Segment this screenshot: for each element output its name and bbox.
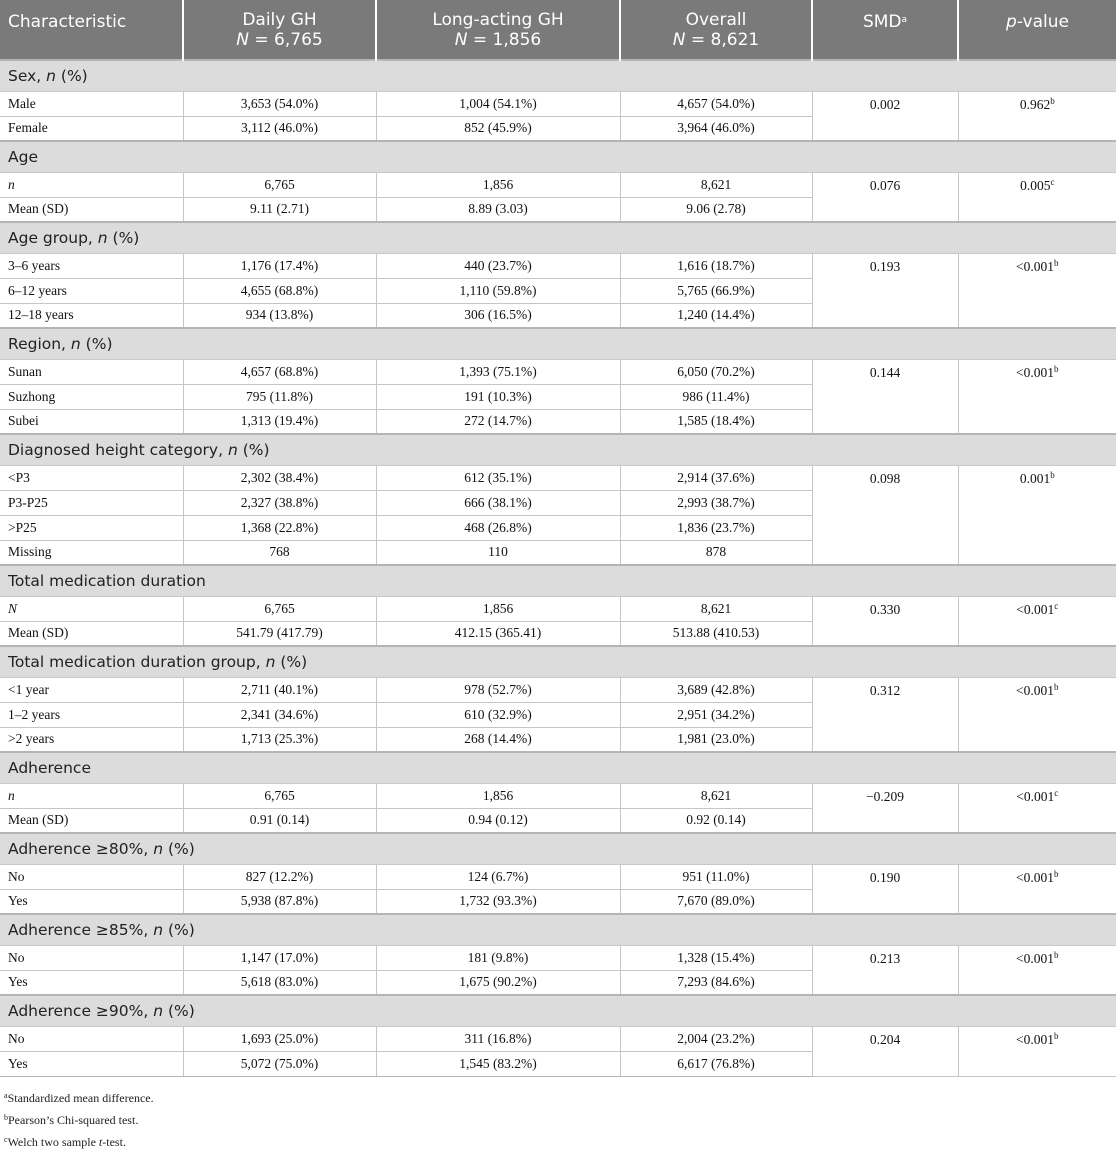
- cell-smd: 0.002: [812, 91, 958, 141]
- p-value-sup: b: [1054, 949, 1059, 960]
- cell-overall: 1,240 (14.4%): [620, 303, 812, 328]
- section-row: [0, 328, 1116, 359]
- p-value-text: <0.001: [1016, 601, 1055, 617]
- cell-overall: 7,670 (89.0%): [620, 889, 812, 914]
- cell-long: 612 (35.1%): [376, 465, 620, 490]
- cell-long: 1,004 (54.1%): [376, 91, 620, 116]
- cell-overall: 3,689 (42.8%): [620, 677, 812, 702]
- cell-daily: 5,072 (75.0%): [183, 1051, 376, 1076]
- cell-daily: 2,711 (40.1%): [183, 677, 376, 702]
- section-row: [0, 565, 1116, 596]
- section-title: Adherence ≥80%, n (%): [0, 833, 1116, 864]
- cell-long: 610 (32.9%): [376, 702, 620, 727]
- p-value-sup: c: [1050, 176, 1055, 187]
- header-characteristic: Characteristic: [0, 0, 183, 60]
- footnote: [4, 1131, 1116, 1153]
- cell-p-value: [958, 172, 1116, 222]
- section-title: Age group, n (%): [0, 222, 1116, 253]
- footnote-text: Welch two sample t-test.: [7, 1134, 126, 1149]
- cell-overall: 8,621: [620, 172, 812, 197]
- cell-p-value: [958, 945, 1116, 995]
- cell-overall: 4,657 (54.0%): [620, 91, 812, 116]
- p-value-sup: c: [1054, 600, 1059, 611]
- footnotes: [0, 1087, 1116, 1153]
- header-long-acting-gh: [376, 0, 620, 60]
- row-label: n: [0, 783, 183, 808]
- row-label: Yes: [0, 889, 183, 914]
- cell-overall: 3,964 (46.0%): [620, 116, 812, 141]
- header-daily-gh-n: N = 6,765: [236, 29, 323, 50]
- p-value-sup: b: [1054, 681, 1059, 692]
- cell-daily: 934 (13.8%): [183, 303, 376, 328]
- section-row: [0, 60, 1116, 91]
- row-label: Missing: [0, 540, 183, 565]
- row-label: >P25: [0, 515, 183, 540]
- row-label: >2 years: [0, 727, 183, 752]
- p-value-text: <0.001: [1016, 682, 1054, 698]
- cell-p-value: [958, 91, 1116, 141]
- cell-overall: 8,621: [620, 783, 812, 808]
- cell-overall: 0.92 (0.14): [620, 808, 812, 833]
- cell-long: 8.89 (3.03): [376, 197, 620, 222]
- cell-long: 1,732 (93.3%): [376, 889, 620, 914]
- cell-overall: 7,293 (84.6%): [620, 970, 812, 995]
- table-row: [0, 91, 1116, 116]
- p-value-text: <0.001: [1016, 869, 1054, 885]
- cell-overall: 1,616 (18.7%): [620, 253, 812, 278]
- section-row: [0, 995, 1116, 1026]
- row-label: N: [0, 596, 183, 621]
- cell-long: 978 (52.7%): [376, 677, 620, 702]
- cell-daily: 2,327 (38.8%): [183, 490, 376, 515]
- cell-overall: 6,050 (70.2%): [620, 359, 812, 384]
- row-label: Yes: [0, 1051, 183, 1076]
- p-value-text: <0.001: [1016, 1031, 1054, 1047]
- cell-daily: 2,341 (34.6%): [183, 702, 376, 727]
- cell-daily: 1,368 (22.8%): [183, 515, 376, 540]
- header-smd: [812, 0, 958, 60]
- cell-long: 1,856: [376, 596, 620, 621]
- row-label: No: [0, 945, 183, 970]
- p-value-text: <0.001: [1016, 788, 1055, 804]
- cell-daily: 3,112 (46.0%): [183, 116, 376, 141]
- cell-smd: 0.213: [812, 945, 958, 995]
- cell-daily: 6,765: [183, 783, 376, 808]
- cell-long: 666 (38.1%): [376, 490, 620, 515]
- header-daily-gh-name: Daily GH: [242, 9, 317, 30]
- p-value-sup: b: [1054, 1030, 1059, 1041]
- cell-smd: 0.076: [812, 172, 958, 222]
- cell-overall: 1,585 (18.4%): [620, 409, 812, 434]
- footnote-sup: a: [4, 1090, 8, 1100]
- cell-daily: 6,765: [183, 596, 376, 621]
- footnote-text: Standardized mean difference.: [7, 1090, 154, 1105]
- p-value-sup: c: [1054, 787, 1059, 798]
- cell-daily: 5,938 (87.8%): [183, 889, 376, 914]
- row-label: Subei: [0, 409, 183, 434]
- row-label: Mean (SD): [0, 197, 183, 222]
- cell-overall: 6,617 (76.8%): [620, 1051, 812, 1076]
- row-label: No: [0, 864, 183, 889]
- cell-daily: 827 (12.2%): [183, 864, 376, 889]
- cell-long: 1,856: [376, 783, 620, 808]
- section-row: [0, 833, 1116, 864]
- cell-overall: 513.88 (410.53): [620, 621, 812, 646]
- row-label: n: [0, 172, 183, 197]
- header-overall-name: Overall: [685, 9, 747, 30]
- cell-overall: 9.06 (2.78): [620, 197, 812, 222]
- cell-daily: 3,653 (54.0%): [183, 91, 376, 116]
- cell-daily: 2,302 (38.4%): [183, 465, 376, 490]
- cell-long: 181 (9.8%): [376, 945, 620, 970]
- cell-long: 124 (6.7%): [376, 864, 620, 889]
- header-row: [0, 0, 1116, 60]
- cell-smd: 0.190: [812, 864, 958, 914]
- footnote-sup: c: [4, 1134, 8, 1144]
- row-label: 12–18 years: [0, 303, 183, 328]
- footnote-text: Pearson’s Chi-squared test.: [8, 1112, 139, 1127]
- cell-long: 272 (14.7%): [376, 409, 620, 434]
- cell-overall: 2,993 (38.7%): [620, 490, 812, 515]
- p-value-text: 0.962: [1019, 96, 1051, 112]
- section-title: Adherence ≥90%, n (%): [0, 995, 1116, 1026]
- cell-overall: 2,914 (37.6%): [620, 465, 812, 490]
- section-title: Age: [0, 141, 1116, 172]
- section-row: [0, 752, 1116, 783]
- header-long-acting-gh-name: Long-acting GH: [432, 9, 564, 30]
- cell-overall: 2,004 (23.2%): [620, 1026, 812, 1051]
- cell-daily: 4,655 (68.8%): [183, 278, 376, 303]
- p-value-text: 0.001: [1019, 470, 1051, 486]
- section-row: [0, 222, 1116, 253]
- header-p-value-label: p-value: [1006, 12, 1069, 32]
- cell-daily: 1,713 (25.3%): [183, 727, 376, 752]
- table-row: [0, 359, 1116, 384]
- section-row: [0, 434, 1116, 465]
- cell-smd: 0.312: [812, 677, 958, 752]
- section-row: [0, 646, 1116, 677]
- section-row: [0, 141, 1116, 172]
- cell-p-value: [958, 783, 1116, 833]
- p-value-text: 0.005: [1020, 177, 1051, 193]
- cell-smd: 0.098: [812, 465, 958, 565]
- cell-p-value: [958, 864, 1116, 914]
- cell-long: 468 (26.8%): [376, 515, 620, 540]
- cell-smd: −0.209: [812, 783, 958, 833]
- cell-overall: 951 (11.0%): [620, 864, 812, 889]
- section-title: Sex, n (%): [0, 60, 1116, 91]
- row-label: <1 year: [0, 677, 183, 702]
- table-body: [0, 60, 1116, 1076]
- cell-p-value: [958, 596, 1116, 646]
- p-value-sup: b: [1050, 469, 1055, 480]
- cell-overall: 8,621: [620, 596, 812, 621]
- p-value-sup: b: [1054, 363, 1059, 374]
- cell-daily: 1,176 (17.4%): [183, 253, 376, 278]
- cell-long: 1,393 (75.1%): [376, 359, 620, 384]
- cell-p-value: [958, 1026, 1116, 1076]
- cell-long: 1,675 (90.2%): [376, 970, 620, 995]
- cell-p-value: [958, 359, 1116, 434]
- table-row: [0, 253, 1116, 278]
- table-row: [0, 172, 1116, 197]
- cell-smd: 0.330: [812, 596, 958, 646]
- footnote-sup: b: [4, 1112, 8, 1122]
- header-smd-sup: a: [901, 15, 908, 25]
- row-label: P3-P25: [0, 490, 183, 515]
- p-value-sup: b: [1054, 257, 1059, 268]
- table-row: [0, 783, 1116, 808]
- row-label: Male: [0, 91, 183, 116]
- table-row: [0, 465, 1116, 490]
- section-title: Total medication duration group, n (%): [0, 646, 1116, 677]
- cell-daily: 541.79 (417.79): [183, 621, 376, 646]
- row-label: Sunan: [0, 359, 183, 384]
- cell-daily: 4,657 (68.8%): [183, 359, 376, 384]
- header-overall-n: N = 8,621: [672, 29, 760, 50]
- cell-overall: 2,951 (34.2%): [620, 702, 812, 727]
- cell-long: 412.15 (365.41): [376, 621, 620, 646]
- cell-p-value: [958, 253, 1116, 328]
- cell-p-value: [958, 677, 1116, 752]
- row-label: Female: [0, 116, 183, 141]
- cell-smd: 0.193: [812, 253, 958, 328]
- p-value-text: <0.001: [1016, 258, 1054, 274]
- row-label: No: [0, 1026, 183, 1051]
- cell-overall: 1,328 (15.4%): [620, 945, 812, 970]
- cell-long: 1,545 (83.2%): [376, 1051, 620, 1076]
- footnote: [4, 1109, 1116, 1131]
- p-value-sup: b: [1050, 95, 1055, 106]
- cell-smd: 0.144: [812, 359, 958, 434]
- cell-daily: 6,765: [183, 172, 376, 197]
- table-row: [0, 1026, 1116, 1051]
- cell-smd: 0.204: [812, 1026, 958, 1076]
- section-title: Adherence ≥85%, n (%): [0, 914, 1116, 945]
- row-label: 1–2 years: [0, 702, 183, 727]
- section-title: Adherence: [0, 752, 1116, 783]
- p-value-sup: b: [1054, 868, 1059, 879]
- cell-p-value: [958, 465, 1116, 565]
- cell-long: 191 (10.3%): [376, 384, 620, 409]
- section-title: Diagnosed height category, n (%): [0, 434, 1116, 465]
- table-row: [0, 677, 1116, 702]
- row-label: Yes: [0, 970, 183, 995]
- cell-long: 311 (16.8%): [376, 1026, 620, 1051]
- cell-long: 1,110 (59.8%): [376, 278, 620, 303]
- cell-long: 0.94 (0.12): [376, 808, 620, 833]
- cell-long: 306 (16.5%): [376, 303, 620, 328]
- cell-long: 852 (45.9%): [376, 116, 620, 141]
- cell-daily: 795 (11.8%): [183, 384, 376, 409]
- row-label: Mean (SD): [0, 621, 183, 646]
- section-title: Region, n (%): [0, 328, 1116, 359]
- cell-daily: 1,313 (19.4%): [183, 409, 376, 434]
- table-row: [0, 596, 1116, 621]
- row-label: 6–12 years: [0, 278, 183, 303]
- cell-overall: 5,765 (66.9%): [620, 278, 812, 303]
- cell-overall: 1,981 (23.0%): [620, 727, 812, 752]
- header-p-value: [958, 0, 1116, 60]
- cell-daily: 768: [183, 540, 376, 565]
- cell-overall: 1,836 (23.7%): [620, 515, 812, 540]
- cell-long: 1,856: [376, 172, 620, 197]
- row-label: 3–6 years: [0, 253, 183, 278]
- cell-daily: 5,618 (83.0%): [183, 970, 376, 995]
- p-value-text: <0.001: [1016, 950, 1054, 966]
- cell-daily: 1,147 (17.0%): [183, 945, 376, 970]
- header-overall: [620, 0, 812, 60]
- section-row: [0, 914, 1116, 945]
- cell-daily: 1,693 (25.0%): [183, 1026, 376, 1051]
- cell-long: 440 (23.7%): [376, 253, 620, 278]
- cell-long: 268 (14.4%): [376, 727, 620, 752]
- row-label: <P3: [0, 465, 183, 490]
- cell-daily: 0.91 (0.14): [183, 808, 376, 833]
- cell-daily: 9.11 (2.71): [183, 197, 376, 222]
- p-value-text: <0.001: [1016, 364, 1054, 380]
- header-smd-label: SMD: [862, 12, 902, 32]
- cell-overall: 878: [620, 540, 812, 565]
- header-daily-gh: [183, 0, 376, 60]
- footnote: [4, 1087, 1116, 1109]
- cell-long: 110: [376, 540, 620, 565]
- row-label: Mean (SD): [0, 808, 183, 833]
- row-label: Suzhong: [0, 384, 183, 409]
- section-title: Total medication duration: [0, 565, 1116, 596]
- header-long-acting-gh-n: N = 1,856: [454, 29, 542, 50]
- cell-overall: 986 (11.4%): [620, 384, 812, 409]
- table-row: [0, 945, 1116, 970]
- table-row: [0, 864, 1116, 889]
